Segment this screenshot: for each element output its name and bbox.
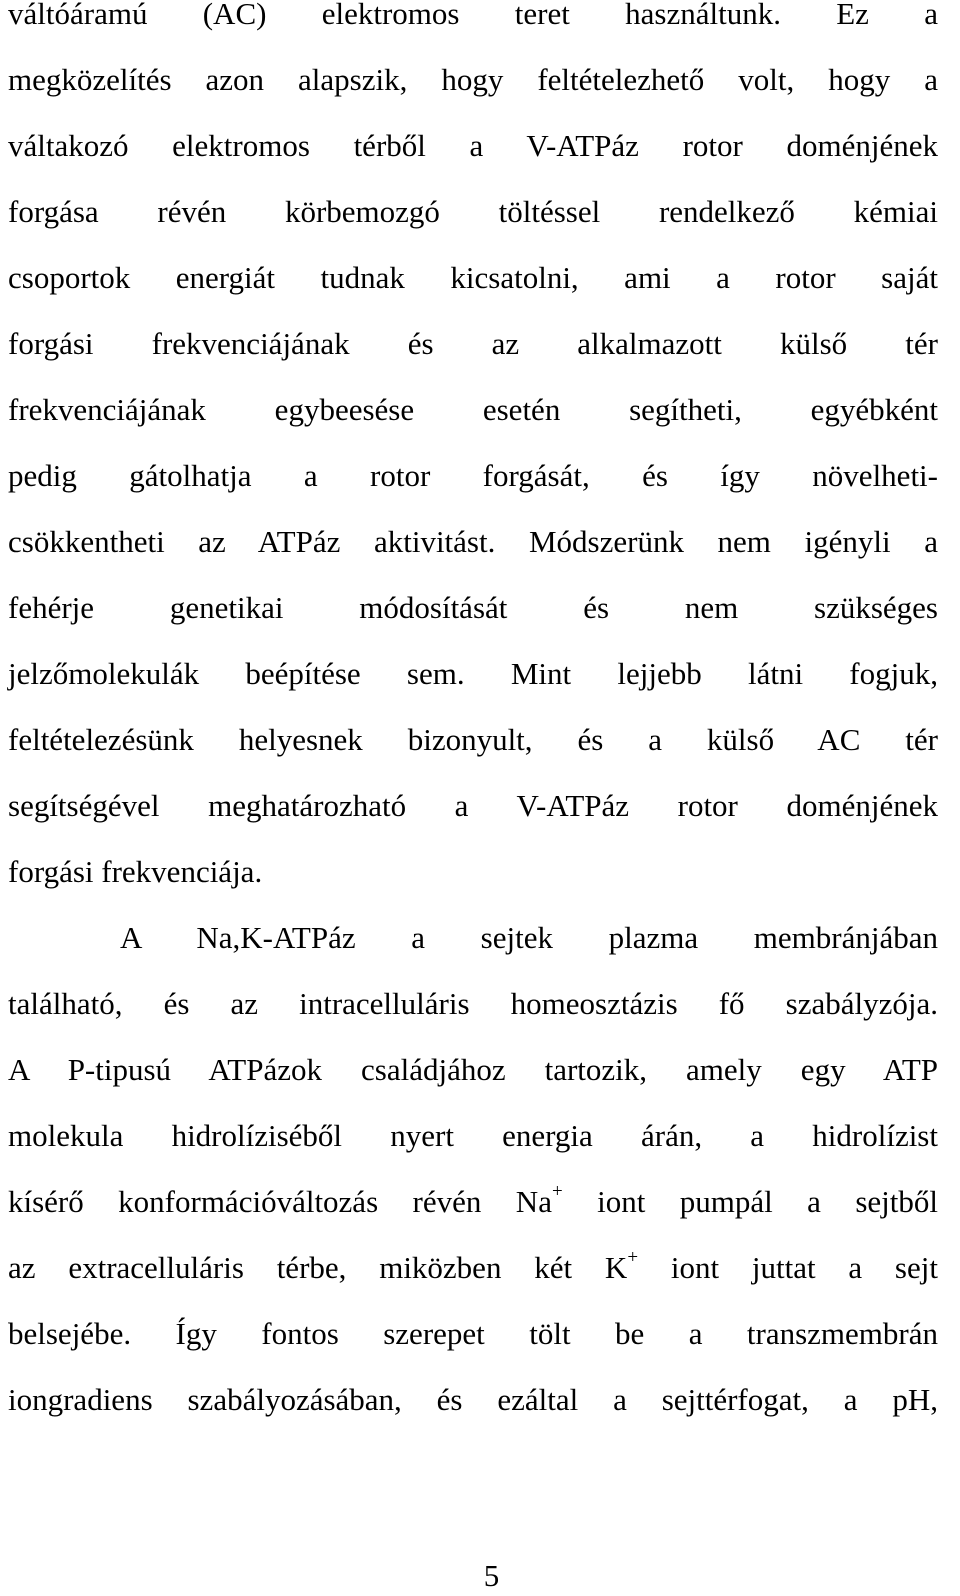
document-page bbox=[8, 0, 938, 1596]
text-line: frekvenciájának egybeesése esetén segítheti, egyébként bbox=[8, 392, 938, 427]
text-span: iont juttat a sejt bbox=[638, 1250, 938, 1285]
text-line: iongradiens szabályozásában, és ezáltal a sejttérfogat, a pH, bbox=[8, 1382, 938, 1417]
text-line: forgási frekvenciája. bbox=[8, 854, 263, 889]
text-line: váltóáramú (AC) elektromos teret használtunk. Ez a bbox=[8, 0, 938, 31]
superscript-plus: + bbox=[627, 1246, 639, 1268]
text-line: váltakozó elektromos térből a V-ATPáz rotor doménjének bbox=[8, 128, 938, 163]
text-line: jelzőmolekulák beépítése sem. Mint lejjebb látni fogjuk, bbox=[8, 656, 938, 691]
text-line: A P-tipusú ATPázok családjához tartozik, amely egy ATP bbox=[8, 1052, 938, 1087]
text-line: A Na,K-ATPáz a sejtek plazma membránjában bbox=[120, 920, 938, 955]
text-line: pedig gátolhatja a rotor forgását, és így növelheti- bbox=[8, 458, 938, 493]
page-number: 5 bbox=[483, 1558, 500, 1593]
superscript-plus: + bbox=[551, 1180, 563, 1202]
text-line: segítségével meghatározható a V-ATPáz rotor doménjének bbox=[8, 788, 938, 823]
text-line: megközelítés azon alapszik, hogy feltételezhető volt, hogy a bbox=[8, 62, 938, 97]
text-span: iont pumpál a sejtből bbox=[562, 1184, 938, 1219]
text-line: feltételezésünk helyesnek bizonyult, és a külső AC tér bbox=[8, 722, 938, 757]
text-line: forgása révén körbemozgó töltéssel rendelkező kémiai bbox=[8, 194, 938, 229]
text-line: csoportok energiát tudnak kicsatolni, ami a rotor saját bbox=[8, 260, 938, 295]
text-line bbox=[8, 1248, 938, 1288]
text-line: forgási frekvenciájának és az alkalmazott külső tér bbox=[8, 326, 938, 361]
text-line: molekula hidrolíziséből nyert energia árán, a hidrolízist bbox=[8, 1118, 938, 1153]
text-line: fehérje genetikai módosítását és nem szükséges bbox=[8, 590, 938, 625]
text-span: az extracelluláris térbe, miközben két K bbox=[8, 1250, 628, 1285]
text-line: csökkentheti az ATPáz aktivitást. Módszerünk nem igényli a bbox=[8, 524, 938, 559]
text-line: található, és az intracelluláris homeosztázis fő szabályzója. bbox=[8, 986, 938, 1021]
text-line bbox=[8, 1182, 938, 1222]
text-span: kísérő konformációváltozás révén Na bbox=[8, 1184, 552, 1219]
text-line: belsejébe. Így fontos szerepet tölt be a transzmembrán bbox=[8, 1316, 938, 1351]
